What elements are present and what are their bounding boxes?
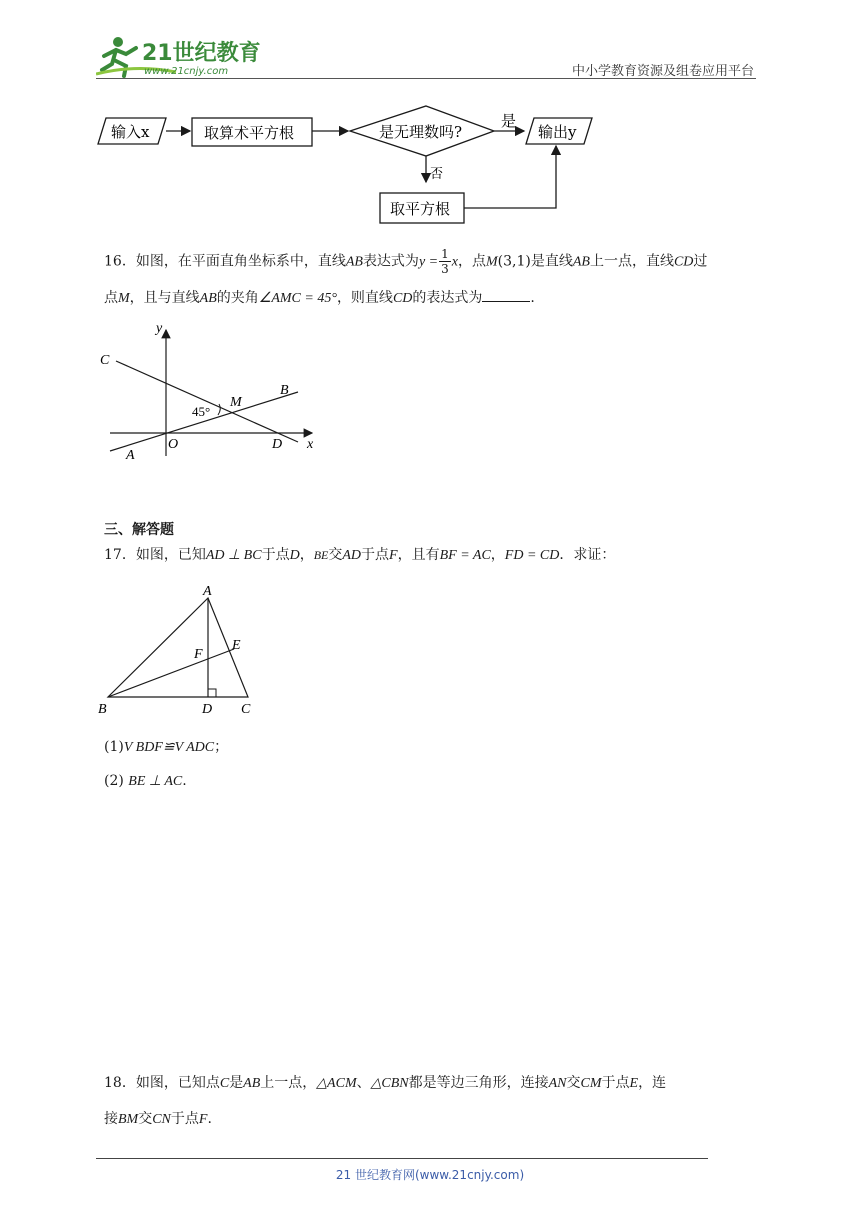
flow-output-box xyxy=(526,118,592,144)
q18-line2: 接BM交CN于点F. xyxy=(104,1111,212,1127)
flow-no-label: 否 xyxy=(430,167,444,182)
svg-text:E: E xyxy=(232,638,241,653)
line-cd xyxy=(116,361,298,442)
flow-input-label: 输入x xyxy=(111,123,150,141)
flow-step2-label: 取平方根 xyxy=(390,200,451,218)
flow-step2-box xyxy=(380,193,464,223)
svg-text:A: A xyxy=(126,448,135,463)
flow-input-box xyxy=(98,118,166,144)
answer-blank xyxy=(482,289,530,302)
flow-decision-label: 是无理数吗? xyxy=(379,123,463,141)
svg-text:y: y xyxy=(156,321,163,336)
logo-url: www.21cnjy.com xyxy=(144,66,229,77)
svg-text:B: B xyxy=(280,383,289,398)
svg-text:F: F xyxy=(194,647,203,662)
coordinate-figure xyxy=(100,316,330,466)
segment-be xyxy=(108,649,234,697)
svg-text:D: D xyxy=(272,437,283,452)
footer-link[interactable]: 21 世纪教育网(www.21cnjy.com) xyxy=(335,1168,525,1182)
logo-text: 21世纪教育 xyxy=(142,41,261,66)
footer-divider xyxy=(96,1158,708,1159)
svg-text:A: A xyxy=(203,584,212,599)
flowchart xyxy=(96,100,596,230)
svg-text:x: x xyxy=(307,437,314,452)
line-ab xyxy=(110,392,298,451)
q16-line1: 16．如图，在平面直角坐标系中，直线AB表达式为y = $\frac{1}{3}$ x，点M(3,1)是直线AB上一点，直线CD过 xyxy=(104,247,708,276)
q16-line2: 点M，且与直线AB的夹角∠AMC = 45°，则直线CD的表达式为 . xyxy=(104,290,535,306)
svg-text:B: B xyxy=(98,702,107,717)
triangle-abc xyxy=(108,598,248,697)
header-divider xyxy=(96,78,756,79)
q17-line: 17．如图，已知AD ⊥ BC于点D，BE交AD于点F，且有BF = AC，FD = CD．求证： xyxy=(104,547,616,563)
q17-part1: (1)V BDF≌V ADC； xyxy=(104,739,229,755)
svg-text:C: C xyxy=(100,353,110,368)
section-title: 三、解答题 xyxy=(104,522,174,538)
fraction-one-third: $\frac{1}{3}$ xyxy=(441,247,449,276)
q17-part2: (2) BE ⊥ AC. xyxy=(104,773,187,789)
svg-text:D: D xyxy=(202,702,213,717)
logo xyxy=(96,34,266,80)
svg-text:M: M xyxy=(230,395,242,410)
right-angle-mark xyxy=(208,689,216,697)
angle-arc xyxy=(218,404,220,415)
header-platform-text: 中小学教育资源及组卷应用平台 xyxy=(571,64,754,79)
q18-line1: 18．如图，已知点C是AB上一点，△ACM、△CBN都是等边三角形，连接AN交CM于点E，连 xyxy=(104,1075,667,1091)
svg-text:O: O xyxy=(168,437,179,452)
flow-yes-label: 是 xyxy=(501,112,517,130)
triangle-figure xyxy=(96,580,266,720)
flow-step1-box xyxy=(192,118,312,146)
flow-output-label: 输出y xyxy=(538,123,577,141)
flow-step1-label: 取算术平方根 xyxy=(204,124,295,142)
svg-text:C: C xyxy=(241,702,251,717)
flow-decision-diamond xyxy=(350,106,494,156)
svg-text:45°: 45° xyxy=(192,404,211,419)
